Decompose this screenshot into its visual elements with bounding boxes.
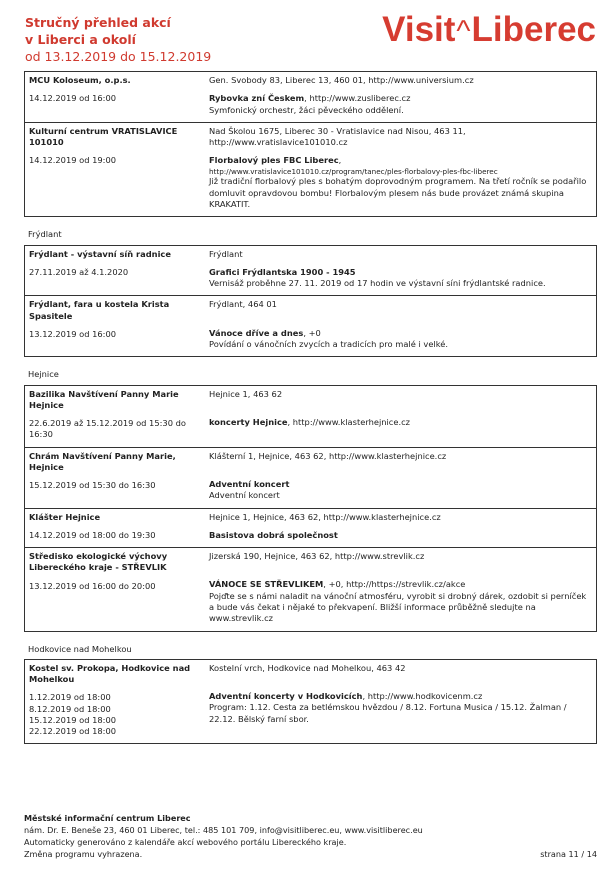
event-left	[25, 660, 205, 744]
event-table-liberec	[24, 71, 597, 217]
event-left	[25, 548, 205, 630]
event-row	[25, 509, 596, 549]
event-address: Frýdlant, 464 01	[209, 299, 277, 310]
event-right	[205, 660, 596, 744]
event-row	[25, 386, 596, 448]
event-table-hejnice	[24, 385, 597, 632]
event-row	[25, 660, 596, 744]
event-description: Již tradiční florbalový ples s bohatým doprovodným programem. Na třetí ročník se podařilo domluvit opravdovou bombu! Florbalovým plesem nás bude provázet známá skupina KRAKATIT.	[209, 176, 587, 210]
event-venue: Klášter Hejnice	[29, 511, 101, 522]
event-table-frydlant	[24, 245, 597, 358]
date-range: od 13.12.2019 do 15.12.2019	[25, 49, 212, 64]
event-row	[25, 246, 596, 297]
section-heading-frydlant: Frýdlant	[28, 229, 62, 240]
event-left	[25, 296, 205, 356]
event-description: Pojďte se s námi naladit na vánoční atmosféru, vyrobit si drobný dárek, ozdobit si perníček a bude vás čekat i nějaké to překvapení. Bližší informace průběžně sledujte na www.strevlik.cz	[209, 590, 587, 624]
event-address: Nad Školou 1675, Liberec 30 - Vratislavice nad Nisou, 463 11, http://www.vratislavice101010.cz	[209, 125, 466, 148]
event-right	[205, 448, 596, 508]
event-description: Adventní koncert	[209, 490, 280, 501]
event-left	[25, 386, 205, 447]
event-description: Vernisáž proběhne 27. 11. 2019 od 17 hodin ve výstavní síni frýdlantské radnice.	[209, 278, 546, 289]
event-description: Program: 1.12. Cesta za betlémskou hvězdou / 8.12. Fortuna Musica / 15.12. Žalman / 22.12. Bělský farní sbor.	[209, 702, 567, 724]
event-right	[205, 123, 596, 216]
event-row	[25, 296, 596, 356]
event-address: Hejnice 1, Hejnice, 463 62, http://www.klasterhejnice.cz	[209, 511, 441, 522]
event-title[interactable]: Adventní koncerty v Hodkovicích	[209, 691, 363, 702]
event-date: 13.12.2019 od 16:00	[29, 329, 117, 339]
event-venue: MCU Koloseum, o.p.s.	[29, 75, 131, 85]
event-left	[25, 123, 205, 216]
event-venue: Frýdlant, fara u kostela Krista Spasitele	[29, 299, 170, 321]
footer-address: nám. Dr. E. Beneše 23, 460 01 Liberec, tel.: 485 101 709, info@visitliberec.eu, www.visitliberec.eu	[24, 825, 423, 835]
event-date: 14.12.2019 od 19:00	[29, 155, 117, 166]
event-title[interactable]: Adventní koncert	[209, 478, 290, 489]
page-number: strana 11 / 14	[540, 849, 597, 859]
event-date: 13.12.2019 od 16:00 do 20:00	[29, 580, 156, 591]
page-header	[0, 0, 616, 70]
logo-caret: ^	[456, 15, 471, 48]
event-title[interactable]: koncerty Hejnice	[209, 416, 288, 427]
event-address: Kostelní vrch, Hodkovice nad Mohelkou, 463 42	[209, 662, 406, 673]
event-description: Povídání o vánočních zvycích a tradicích pro malé i velké.	[209, 339, 448, 349]
footer-title: Městské informační centrum Liberec	[24, 813, 191, 823]
event-date: 8.12.2019 od 18:00	[29, 703, 111, 714]
event-date: 22.6.2019 až 15.12.2019 od 15:30 do 16:30	[29, 418, 186, 440]
event-right	[205, 72, 596, 122]
page-footer	[24, 812, 597, 860]
logo-liberec: Liberec	[471, 10, 596, 49]
event-description: Symfonický orchestr, žáci pěveckého oddělení.	[209, 104, 404, 115]
document-title	[25, 14, 211, 65]
event-address: Frýdlant	[209, 248, 243, 259]
event-url[interactable]: http://www.vratislavice101010.cz/program/tanec/ples-florbalovy-ples-fbc-liberec	[209, 166, 498, 176]
title-line-2: v Liberci a okolí	[25, 32, 136, 47]
event-right	[205, 509, 596, 548]
event-title[interactable]: Rybovka zní Českem	[209, 93, 305, 104]
event-title[interactable]: VÁNOCE SE STŘEVLIKEM	[209, 579, 324, 590]
event-venue: Chrám Navštívení Panny Marie, Hejnice	[29, 450, 176, 472]
event-title-suffix: ,	[338, 155, 342, 166]
event-title[interactable]: Grafici Frýdlantska 1900 - 1945	[209, 266, 356, 277]
footer-note: Změna programu vyhrazena.	[24, 849, 143, 859]
event-date: 15.12.2019 od 15:30 do 16:30	[29, 480, 156, 491]
event-title-suffix: , http://www.klasterhejnice.cz	[287, 416, 411, 427]
event-venue: Frýdlant - výstavní síň radnice	[29, 248, 171, 259]
event-row	[25, 72, 596, 123]
event-title-suffix: , +0, http://https://strevlik.cz/akce	[323, 579, 466, 590]
event-title-suffix: , +0	[303, 327, 321, 338]
event-right	[205, 386, 596, 447]
event-table-hodkovice	[24, 659, 597, 745]
event-date: 27.11.2019 až 4.1.2020	[29, 266, 129, 277]
event-date: 1.12.2019 od 18:00	[29, 692, 111, 703]
event-address: Jizerská 190, Hejnice, 463 62, http://www.strevlik.cz	[209, 551, 425, 562]
section-heading-hejnice: Hejnice	[28, 369, 59, 380]
event-address: Gen. Svobody 83, Liberec 13, 460 01, http://www.universium.cz	[209, 75, 474, 85]
event-right	[205, 548, 596, 630]
visit-liberec-logo	[382, 9, 596, 53]
event-row	[25, 448, 596, 509]
event-row	[25, 548, 596, 630]
event-right	[205, 246, 596, 296]
section-heading-hodkovice: Hodkovice nad Mohelkou	[28, 643, 132, 654]
event-title[interactable]: Vánoce dříve a dnes	[209, 327, 304, 338]
event-date: 22.12.2019 od 18:00	[29, 726, 117, 737]
event-left	[25, 509, 205, 548]
logo-visit: Visit	[382, 10, 456, 49]
event-venue: Kostel sv. Prokopa, Hodkovice nad Mohelkou	[29, 662, 191, 685]
footer-note: Automaticky generováno z kalendáře akcí webového portálu Libereckého kraje.	[24, 837, 347, 847]
event-date: 14.12.2019 od 16:00	[29, 93, 117, 104]
event-title[interactable]: Basistova dobrá společnost	[209, 529, 338, 540]
event-left	[25, 246, 205, 296]
event-title-suffix: , http://www.hodkovicenm.cz	[362, 691, 483, 702]
event-date: 15.12.2019 od 18:00	[29, 714, 117, 725]
event-listing	[24, 71, 597, 744]
event-venue: Kulturní centrum VRATISLAVICE 101010	[29, 125, 178, 148]
event-date: 14.12.2019 od 18:00 do 19:30	[29, 529, 156, 540]
event-venue: Bazilika Navštívení Panny Marie Hejnice	[29, 388, 179, 410]
event-title[interactable]: Florbalový ples FBC Liberec	[209, 155, 339, 166]
event-title-suffix: , http://www.zusliberec.cz	[304, 93, 411, 104]
event-left	[25, 72, 205, 122]
title-line-1: Stručný přehled akcí	[25, 15, 171, 30]
event-left	[25, 448, 205, 508]
event-address: Hejnice 1, 463 62	[209, 388, 283, 399]
event-venue: Středisko ekologické výchovy Libereckého kraje - STŘEVLIK	[29, 551, 168, 573]
event-address: Klášterní 1, Hejnice, 463 62, http://www.klasterhejnice.cz	[209, 450, 447, 461]
event-right	[205, 296, 596, 356]
event-row	[25, 123, 596, 216]
